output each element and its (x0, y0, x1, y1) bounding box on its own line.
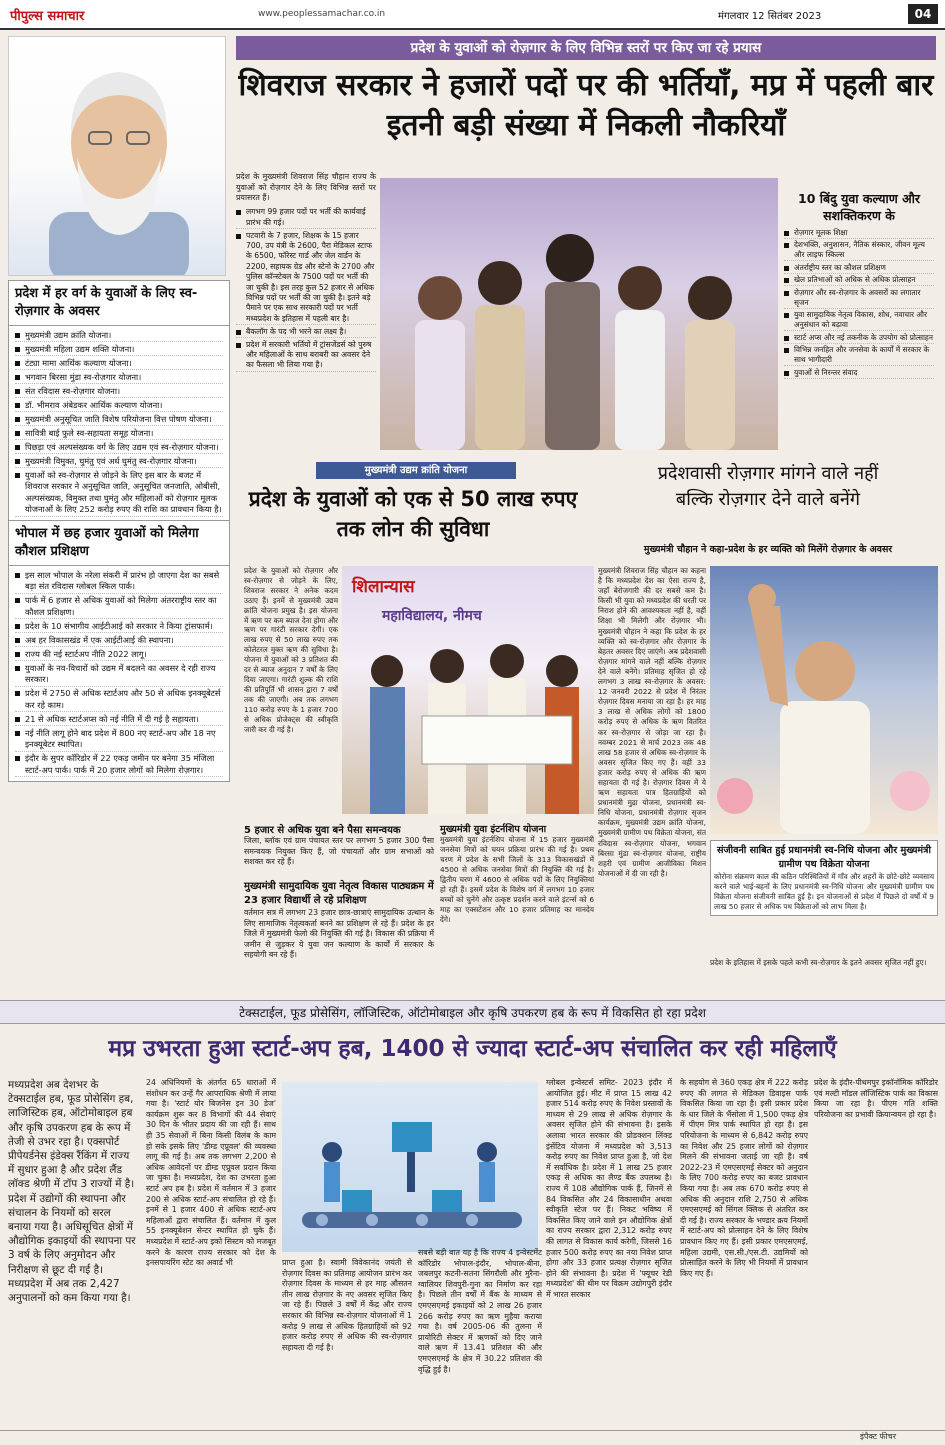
list-item: युवाओं को स्व-रोज़गार से जोड़ने के लिए इस बार के बजट में शिवराज सरकार ने अनुसूचित जाति, अनुसूचित जनजाति, ओबीसी, अल्पसंख्यक, विमुक्त तथा घुमंतु और महिलाओं को रोज़गार मूलक योजनाओं के लिए 252 करोड़ रुपए की राशि का प्रावधान किया है। (15, 470, 223, 517)
sub-body: जिला, ब्लॉक एवं ग्राम पंचायत स्तर पर लगभग 5 हजार 300 पैसा समन्वयक नियुक्त किए हैं, जो पंचायतों और ग्राम सभाओं को सशक्त कर रहे हैं। (244, 836, 434, 867)
list-item: मुख्यमंत्री महिला उद्यम शक्ति योजना। (15, 344, 223, 357)
list-item: अंतर्राष्ट्रीय स्तर का कौशल प्रशिक्षण (784, 263, 934, 274)
list-item: प्रदेश में 2750 से अधिक स्टार्टअप और 50 से अधिक इनक्यूबेटर्स कर रहे काम। (15, 688, 223, 712)
right-body: मुख्यमंत्री शिवराज सिंह चौहान का कहना है कि मध्यप्रदेश देश का ऐसा राज्य है, जहाँ बेरोजगारी की दर सबसे कम है। किसी भी युवा को मध्यप्रदेश की धरती पर निराश होने की आवश्यकता नहीं है, वहीं शिक्षा भी मिलेगी और रोज़गार भी। मुख्यमंत्री चौहान ने कहा कि प्रदेश के हर व्यक्ति को स्व-रोज़गार और रोज़गार के बेहतर अवसर दिए जाएंगे। अब प्रदेशवासी रोज़गार मांगने वाले नहीं बल्कि रोज़गार देने वाले बनेंगे। प्रतिमाह सृजित हो रहे लगभग 3 लाख स्व-रोज़गार के अवसर: 12 जनवरी 2022 से प्रदेश में निरंतर रोज़गार दिवस मनाया जा रहा है। हर माह 3 लाख से अधिक लोगों को 1800 करोड़ रुपए से अधिक के ऋण वितरित कर स्व-रोज़गार से जोड़ा जा रहा है। नवम्बर 2021 से मार्च 2023 तक 48 लाख 58 हजार से अधिक स्व-रोज़गार के अवसर सृजित किए गए हैं। वहीं 33 हजार करोड़ रुपए से अधिक की ऋण सहायता दी गई है। रोज़गार दिवस में ये ऋण सहायता पात्र हितग्राहियों को प्रधानमंत्री मुद्रा योजना, प्रधानमंत्री स्व-निधि योजना, प्रधानमंत्री रोज़गार सृजन कार्यक्रम, मुख्यमंत्री उद्यम क्रांति योजना, मुख्यमंत्री ग्रामीण पथ विक्रेता योजना, संत रविदास स्व-रोज़गार योजना, भगवान बिरसा मुंडा स्व-रोज़गार योजना, राष्ट्रीय शहरी एवं ग्रामीण आजीविका मिशन योजनाओं में दी जा रही है। (598, 566, 706, 878)
list-item: इंदौर के सुपर कॉरिडोर में 22 एकड़ जमीन पर बनेगा 35 मंजिला स्टार्ट-अप पार्क। पार्क में 20 हजार लोगों को मिलेगा रोज़गार। (15, 753, 223, 777)
website-url[interactable]: www.peoplessamachar.co.in (258, 9, 386, 19)
ten-points-box (784, 190, 934, 382)
caption-body: कोरोना संक्रमण काल की कठिन परिस्थितियों में गाँव और शहरों के छोटे-छोटे व्यवसाय करने वाले भाई-बहनों के लिए प्रधानमंत्री स्व-निधि योजना और मुख्यमंत्री ग्रामीण पथ विक्रेता योजना संजीवनी साबित हुई है। इन योजनाओं से प्रदेश में पिछले दो वर्षों में 9 लाख 50 हजार से अधिक पथ विक्रेताओं को लाभ मिला है। (714, 872, 934, 911)
bottom-col-4: ग्लोबल इन्वेस्टर्स समिट- 2023 इंदौर में आयोजित हुई। मीट में प्राप्त 15 लाख 42 हजार 514 करोड़ रुपए के निवेश प्रस्तावों के माध्यम से 29 लाख से अधिक रोज़गार के अवसर सृजित होने की संभावना है। इसके अलावा भारत सरकार की प्रोडक्शन लिंक्ड इंसेंटिव योजना में मध्यप्रदेश को 3,513 करोड़ रुपए का निवेश प्राप्त हुआ है, जो देश में सर्वाधिक है। प्रदेश में 1 लाख 25 हजार एकड़ से अधिक का लैण्ड बैंक उपलब्ध है। राज्य में 108 औद्योगिक पार्क हैं, जिनमें से 84 विकसित और 24 विकासाधीन अथवा स्वीकृति स्टेज पर हैं। निकट भविष्य में विकसित किए जाने वाले इन औद्योगिक क्षेत्रों का राज्य सरकार द्वारा 2,312 करोड़ रुपए की लागत से विकास कार्य करेगी, जिससे 16 हजार 500 करोड़ रुपए का नया निवेश प्राप्त होगा और 33 हजार प्रत्यक्ष रोज़गार सृजित होने की संभावना है। प्रदेश में 'फ्यूचर रेडी मध्यप्रदेश' की थीम पर विक्रम उद्योगपुरी इंदौर में भारत सरकार (546, 1078, 672, 1299)
list-item: खेल प्रतिभाओं को अधिक से अधिक प्रोत्साहन (784, 275, 934, 286)
skill-list (9, 566, 229, 781)
photo-sign-line2: महाविद्यालय, नीमच (382, 608, 482, 624)
list-item: भगवान बिरसा मुंडा स्व-रोज़गार योजना। (15, 372, 223, 385)
list-item: रोज़गार मूलक शिक्षा (784, 228, 934, 239)
right-photo (710, 566, 938, 834)
right-headline-2: बल्कि रोज़गार देने वाले बनेंगे (675, 489, 861, 510)
intro-text: प्रदेश के मुख्यमंत्री शिवराज सिंह चौहान राज्य के युवाओं को रोज़गार देने के लिए विभिन्न स्तरों पर प्रयासरत हैं। (236, 172, 376, 203)
bottom-lead: मध्यप्रदेश अब देशभर के टेक्सटाईल हब, फूड प्रोसेसिंग हब, लाजिस्टिक हब, ऑटोमोबाइल हब और कृषि उपकरण हब के रूप में तेजी से उभर रहा है। एक्सपोर्ट प्रीपेयर्डनेस इंडेक्स रैंकिंग में राज्य में सुधार हुआ है और प्रदेश लैंड लॉक्ड श्रेणी में टॉप 3 राज्यों में है। प्रदेश में उद्योगों की स्थापना और संचालन के नियमों को सरल बनाया गया है। अधिसूचित क्षेत्रों में औद्योगिक इकाइयों की स्थापना पर 3 वर्ष के लिए अनुमोदन और निरीक्षण से छूट दी गई है। मध्यप्रदेश में अब तक 2,427 अनुपालनों को कम किया गया है। (8, 1079, 136, 1305)
impact-feature-label: इंपैक्ट फीचर (860, 1432, 896, 1441)
recruitment-list (236, 204, 376, 376)
right-subhead: मुख्यमंत्री चौहान ने कहा-प्रदेश के हर व्यक्ति को मिलेंगे रोज़गार के अवसर (643, 544, 893, 555)
cm-speech-illustration (710, 566, 938, 834)
list-item: युवा सामुदायिक नेतृत्व विकास, शोध, नवाचार और अनुसंधान को बढ़ावा (784, 310, 934, 331)
list-item: मुख्यमंत्री अनुसूचित जाति विशेष परियोजना वित्त पोषण योजना। (15, 414, 223, 427)
list-item: मुख्यमंत्री विमुक्त, घुमंतु एवं अर्ध घुमंतु स्व-रोज़गार योजना। (15, 456, 223, 469)
top-kicker: प्रदेश के युवाओं को रोज़गार के लिए विभिन्न स्तरों पर किए जा रहे प्रयास (236, 36, 936, 60)
points-title: 10 बिंदु युवा कल्याण और सशक्तिकरण के (798, 191, 920, 223)
caption-title: संजीवनी साबित हुई प्रधानमंत्री स्व-निधि योजना और मुख्यमंत्री ग्रामीण पथ विक्रेता योजना (717, 845, 931, 870)
bottom-headline: मप्र उभरता हुआ स्टार्ट-अप हब, 1400 से ज्यादा स्टार्ट-अप संचालित कर रही महिलाएँ (108, 1036, 837, 1062)
bottom-col-3b: सबसे बड़ी बात यह है कि राज्य 4 इन्वेस्टमेंट कॉरिडोर भोपाल-इंदौर, भोपाल-बीना, जबलपुर कटनी-सतना सिंगरौली और मुरैना-ग्वालियर शिवपुरी-गुना का निर्माण कर रहा है। पिछले तीन वर्षों में बैंक के माध्यम से एमएसएमई इकाइयों को 2 लाख 26 हजार 266 करोड़ रुपए का ऋण मुहैया कराया गया है। वर्ष 2005-06 की तुलना में प्रायोरिटी सेक्टर में ऋणकों को दिए जाने वाले ऋण में 13.41 प्रतिशत की और एमएसएमई के क्षेत्र में 30.22 प्रतिशत की वृद्धि हुई है। (418, 1248, 542, 1374)
list-item: स्टार्ट अप्स और नई तकनीक के उपयोग को प्रोत्साहन (784, 333, 934, 344)
crowd-illustration (380, 178, 778, 450)
scheme-list (9, 326, 229, 520)
cheque-illustration (342, 566, 594, 814)
sub-title: मुख्यमंत्री सामुदायिक युवा नेतृत्व विकास पाठ्यक्रम में 23 हजार विद्यार्थी ले रहे प्रशिक्षण (244, 881, 434, 906)
list-item: टंट्या मामा आर्थिक कल्याण योजना। (15, 358, 223, 371)
mid-kicker: मुख्यमंत्री उद्यम क्रांति योजना (316, 462, 516, 479)
sub-body: वर्तमान सत्र में लगभग 23 हजार छात्र-छात्राएं सामुदायिक उत्थान के लिए सामाजिक नेतृत्वकर्ता बनने का प्रशिक्षण ले रहे हैं। प्रदेश के हर जिले में मुख्यमंत्री फेलो की नियुक्ति की गई है। विकास की प्रक्रिया में जमीन से जुड़कर ये युवा जन कल्याण के कार्यों में सरकार के सहयोगी बन रहे हैं। (244, 908, 434, 960)
issue-date: मंगलवार 12 सितंबर 2023 (718, 11, 822, 22)
list-item: पिछड़ा एवं अल्पसंख्यक वर्ग के लिए उद्यम एवं स्व-रोज़गार योजना। (15, 442, 223, 455)
sub-title: 5 हजार से अधिक युवा बने पैसा समन्वयक (244, 825, 401, 836)
list-item: युवाओं से निरन्तर संवाद (784, 368, 934, 379)
list-item: देशभक्ति, अनुशासन, नैतिक संस्कार, जीवन मूल्य और लाइफ स्किल्स (784, 240, 934, 261)
left-column (8, 36, 230, 782)
top-headline: शिवराज सरकार ने हजारों पदों पर की भर्तियाँ, मप्र में पहली बार इतनी बड़ी संख्या में निकली नौकरियाँ (238, 68, 934, 143)
points-list (784, 224, 934, 382)
list-item: मुख्यमंत्री उद्यम क्रांति योजना। (15, 330, 223, 343)
mid-headline: प्रदेश के युवाओं को एक से 50 लाख रुपए तक लोन की सुविधा (248, 487, 578, 541)
list-item: संत रविदास स्व-रोज़गार योजना। (15, 386, 223, 399)
mid-sub-3 (440, 822, 594, 925)
footer-rule (0, 1430, 945, 1445)
list-item: इस साल भोपाल के नरेला संकरी में प्रारंभ हो जाएगा देश का सबसे बड़ा संत रविदास ग्लोबल स्किल पार्क। (15, 570, 223, 594)
portrait-photo (8, 36, 226, 276)
list-item: प्रदेश में सरकारी भर्तियों में ट्रांसजेंडर्स को पुरुष और महिलाओं के साथ बराबरी का अवसर देने का फैसला भी लिया गया है। (236, 340, 376, 372)
portrait-illustration (9, 37, 226, 276)
top-photo (380, 178, 778, 450)
list-item: युवाओं के नव-विचारों को उद्यम में बदलने का अवसर दे रही राज्य सरकार। (15, 663, 223, 687)
factory-illustration-box (282, 1082, 538, 1252)
list-item: पार्क में 6 हजार से अधिक युवाओं को मिलेगा अंतरराष्ट्रीय स्तर का कौशल प्रशिक्षण। (15, 595, 223, 619)
right-caption-box (710, 840, 938, 916)
photo-sign: शिलान्यास (352, 577, 415, 597)
sub-title: मुख्यमंत्री युवा इंटर्नशिप योजना (440, 824, 547, 835)
mid-body: प्रदेश के युवाओं को रोज़गार और स्व-रोज़गार से जोड़ने के लिए, शिवराज सरकार ने अनेक कदम उठाए हैं। इनमें से मुख्यमंत्री उद्यम क्रांति योजना प्रमुख है। इस योजना में ऋण पर कम ब्याज देना होगा और ऋण पर गारंटी सरकार देगी। एक लाख रुपए से 50 लाख रुपए तक कोलेटरल मुक्त ऋण की सुविधा है। योजना में युवाओं को 3 प्रतिशत की दर से ब्याज अनुदान 7 वर्षों के लिए दिया जाएगा। गारंटी शुल्क की राशि की प्रतिपूर्ति भी शासन द्वारा 7 वर्षों तक की जाएगी। अब तक लगभग 110 करोड़ रुपए के 1 हजार 700 से अधिक प्रोजेक्ट्स की स्वीकृति जारी कर दी गई है। (244, 566, 338, 734)
bottom-col-3a: प्राप्त हुआ है। स्वामी विवेकानंद जयंती से रोज़गार दिवस का प्रतिमाह आयोजन प्रारंभ कर रोज़गार दिवस के माध्यम से हर माह औसतन तीन लाख रोज़गार के नए अवसर सृजित किए जा रहे हैं। पिछले 3 वर्षों में केंद्र और राज्य सरकार की विभिन्न स्व-रोज़गार योजनाओं में 1 करोड़ 9 लाख से अधिक हितग्राहियों को 92 हजार करोड़ रुपए से अधिक की स्व-रोज़गार सहायता दी गई है। (282, 1258, 412, 1352)
mid-photo (342, 566, 594, 814)
self-employment-box (8, 280, 230, 782)
right-tail: प्रदेश के इतिहास में इसके पहले कभी स्व-रोज़गार के इतने अवसर सृजित नहीं हुए। (710, 958, 927, 967)
mid-sub-1 (244, 822, 434, 868)
page-number: 04 (908, 4, 938, 24)
list-item: डॉ. भीमराव अंबेडकर आर्थिक कल्याण योजना। (15, 400, 223, 413)
mid-sub-2 (244, 880, 434, 961)
list-item: नई नीति लागू होने बाद प्रदेश में 800 नए स्टार्ट-अप और 18 नए इनक्यूबेटर स्थापित। (15, 728, 223, 752)
list-item: 21 से अधिक स्टार्टअप्स को नई नीति में दी गई है सहायता। (15, 714, 223, 727)
bottom-col-extra-2: प्रदेश के इंदौर-पीथमपुर इकॉनॉमिक कॉरिडोर एवं मल्टी मॉडल लॉजिस्टिक पार्क का विकास किया जा रहा है। पीएम गति शक्ति परियोजना का प्रभावी क्रियान्वयन हो रहा है। (814, 1078, 938, 1119)
sub-body: मुख्यमंत्री युवा इंटर्नशिप योजना में 15 हजार मुख्यमंत्री जनसेवा मित्रों को चयन प्रक्रिया प्रारंभ की गई है। प्रथम चरण में प्रदेश के सभी जिलों के 313 विकासखंडों में 4500 से अधिक जनसेवा मित्रों की नियुक्ति की गई है। द्वितीय चरण में 4600 से अधिक पदों के लिए नियुक्तियां हो रही हैं। इसमें प्रदेश के विशेष वर्ग में लगभग 10 हजार बच्चों को चुनेंगे और उत्कृष्ट प्रदर्शन करने वाले इंटर्न्स को 6 माह का एक्सटेंशन और 10 हजार प्रतिमाह का मानदेय देंगे। (440, 835, 594, 924)
list-item: सावित्री बाई फुले स्व-सहायता समूह योजना। (15, 428, 223, 441)
bottom-col-5a: के सहयोग से 360 एकड़ क्षेत्र में 222 करोड़ रुपए की लागत से मेडिकल डिवाइस पार्क विकसित किया जा रहा है। इसी प्रकार प्रदेश के धार जिले के भैंसोला में 1,500 एकड़ क्षेत्र में पीएम मित्र पार्क स्थापित हो रहा है। इस परियोजना के माध्यम से 6,842 करोड़ रुपए का निवेश और 25 हजार लोगों को रोज़गार मिलने की संभावना जताई जा रही है। वर्ष 2022-23 में एमएसएमई सेक्टर को अनुदान के लिए 700 करोड़ रुपए का बजट प्रावधान किया गया है। अब तक 670 करोड़ रुपए से अधिक की अनुदान राशि 2,750 से अधिक एमएसएमई को सिंगल क्लिक से अंतरित कर दी गई है। राज्य सरकार के भण्डार क्रय नियमों में स्टार्ट-अप को प्रोत्साहन देने के लिए विशेष प्रावधान किए गए हैं। इसी प्रकार एमएसएमई, महिला उद्यमी, एस.सी./एस.टी. उद्यमियों को प्रोत्साहित करने के लिए भी नियमों में प्रावधान किए गए हैं। (680, 1078, 808, 1278)
bottom-col-2: 24 अधिनियमों के अंतर्गत 65 धाराओं में संशोधन कर उन्हें गैर आपराधिक श्रेणी में लाया गया है। 'स्टार्ट योर बिजनेस इन 30 डेज' कार्यक्रम शुरू कर 8 विभागों की 44 सेवाएं 30 दिन के भीतर प्रदाय की जा रही हैं। साथ ही 35 सेवाओं में बिना किसी विलंब के काम हो सके इसके लिए 'डीम्ड एप्रूवल' की व्यवस्था लागू की गई है। अब तक लगभग 2,200 से अधिक आवेदनों पर डीम्ड एप्रूवल प्रदान किया जा चुका है। मध्यप्रदेश, देश का उभरता हुआ स्टार्ट अप हब है। प्रदेश में वर्तमान में 3 हजार 200 से अधिक स्टार्ट-अप संचालित हो रहे हैं। इनमें से 1 हजार 400 से अधिक स्टार्ट-अप महिलाओं द्वारा संचालित हैं। वर्तमान में कुल 55 इनक्यूबेशन सेन्टर स्थापित हो चुके हैं। मध्यप्रदेश में स्टार्ट-अप इको सिस्टम को मजबूत करने के कारण राज्य सरकार को देश के इनसपायरिंग स्टेट का अवार्ड भी (146, 1078, 276, 1268)
list-item: बैकलॉग के पद भी भरने का लक्ष्य है। (236, 327, 376, 338)
list-item: लगभग 99 हजार पदों पर भर्ती की कार्यवाई प्रारंभ की गई। (236, 207, 376, 229)
list-item: रोज़गार और स्व-रोज़गार के अवसरों का लगातार सृजन (784, 288, 934, 309)
list-item: पटवारी के 7 हजार, शिक्षक के 15 हजार 700, उप यंत्री के 2600, पैरा मेडिकल स्टाफ के 6500, फॉरेस्ट गार्ड और जेल वार्डन के 2200, सहायक ग्रेड और स्टेनो के 2700 और पुलिस कॉन्स्टेबल के 7500 पदों पर भर्ती की जा चुकी है। इस तरह कुल 52 हजार से अधिक विभिन्न पदों पर भर्ती की जा चुकी है। इतने बड़े पैमाने पर एक साथ सरकारी पदों पर भर्ती मध्यप्रदेश के इतिहास में पहली बार है। (236, 231, 376, 326)
section-title: प्रदेश में हर वर्ग के युवाओं के लिए स्व-रोज़गार के अवसर (9, 281, 229, 326)
list-item: अब हर विकासखंड में एक आईटीआई की स्थापना। (15, 635, 223, 648)
list-item: प्रदेश के 10 संभागीय आईटीआई को सरकार ने किया ट्रांसफार्म। (15, 621, 223, 634)
list-item: राज्य की नई स्टार्टअप नीति 2022 लागू। (15, 649, 223, 662)
factory-illustration (282, 1082, 538, 1252)
right-headline-1: प्रदेशवासी रोज़गार मांगने वाले नहीं (657, 463, 879, 484)
section-title: भोपाल में छह हजार युवाओं को मिलेगा कौशल प्रशिक्षण (9, 520, 229, 566)
list-item: विभिन्न जनहित और जनसेवा के कार्यों में सरकार के साथ भागीदारी (784, 345, 934, 366)
top-intro-column (236, 172, 376, 452)
newspaper-logo: पीपुल्स समाचार (10, 9, 85, 24)
bottom-kicker: टेक्सटाईल, फूड प्रोसेसिंग, लॉजिस्टिक, ऑटोमोबाइल और कृषि उपकरण हब के रूप में विकसित हो रहा प्रदेश (0, 1000, 945, 1024)
